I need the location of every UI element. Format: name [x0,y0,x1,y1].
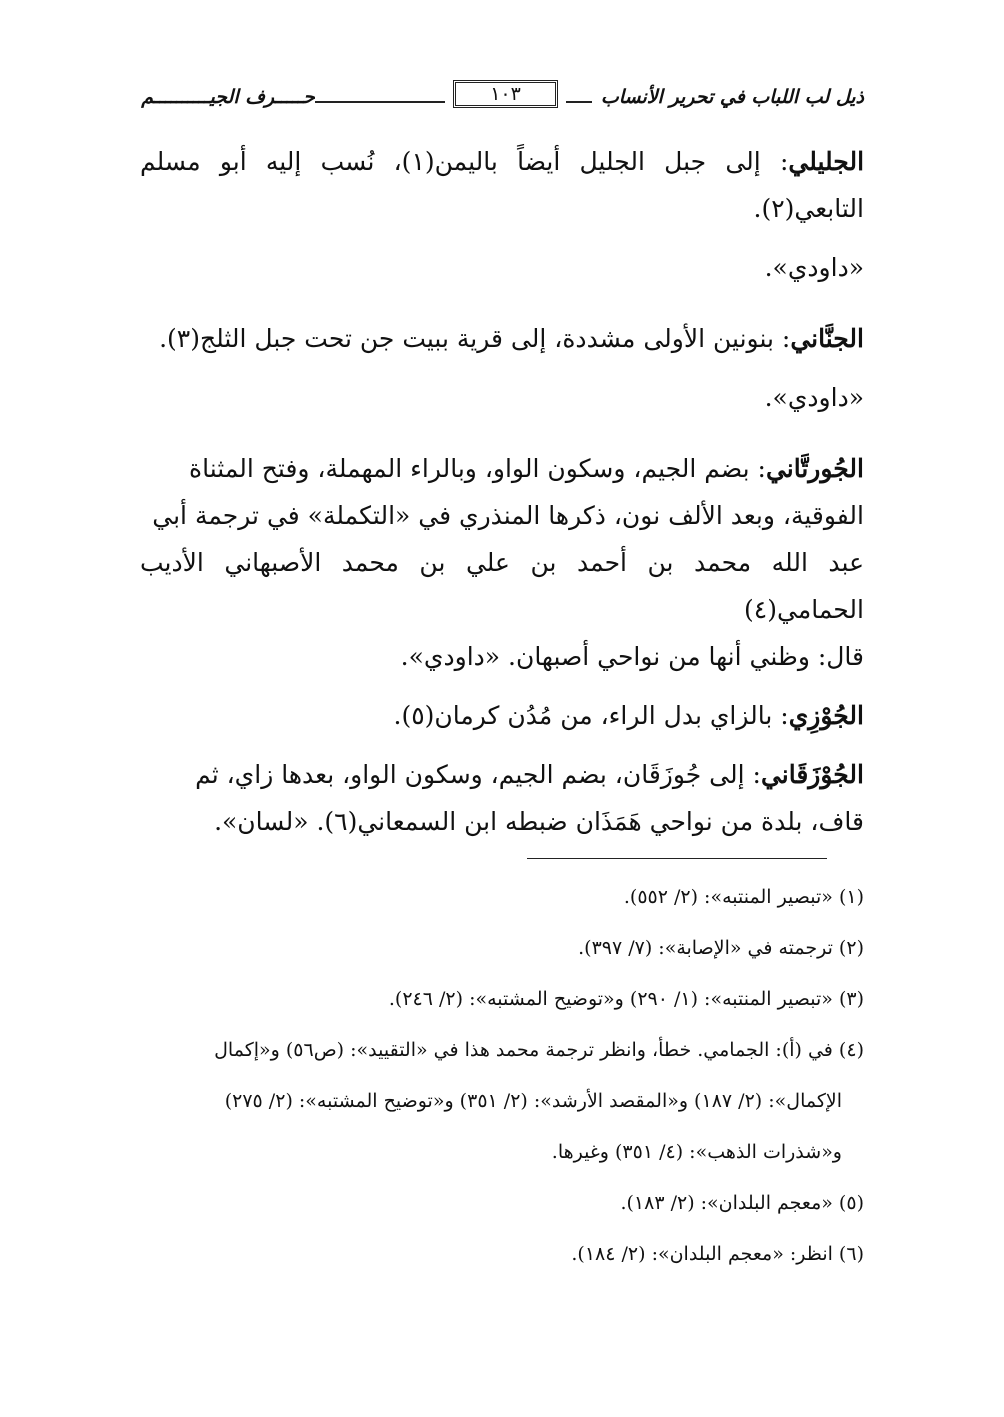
footnote [140,974,864,1025]
entry-source: «داودي». [764,383,864,412]
footnote-text: (١) «تبصير المنتبه»: (٢/ ٥٥٢). [623,886,864,908]
entry-headword: الجليلي [788,147,865,176]
footnote-text: (٥) «معجم البلدان»: (٢/ ١٨٣). [620,1192,864,1214]
entry-headword: الجُوْزَقَاني [760,760,864,789]
page-number: ١٠٣ [453,80,558,108]
main-text [140,138,864,845]
footnote-text: (٢) ترجمته في «الإصابة»: (٧/ ٣٩٧). [578,937,864,959]
footnote-text: و«شذرات الذهب»: (٤/ ٣٥١) وغيرها. [551,1141,842,1163]
entry-headword: الجُوْزِي [788,701,864,730]
footnotes [140,872,864,1280]
footnote [140,923,864,974]
entry-text: : إلى جبل الجليل أيضاً باليمن(١)، نُسب إليه أبو مسلم التابعي(٢). [140,147,864,223]
footnote-text: (٤) في (أ): الجمامي. خطأ، وانظر ترجمة محمد هذا في «التقييد»: (ص٥٦) و«إكمال [214,1039,864,1061]
entry-jalili [140,138,864,291]
entry-headword: الجُورتَّاني [765,454,864,483]
footnote [140,872,864,923]
footnote [140,1025,864,1178]
entry-jawzaqani [140,751,864,845]
footnote-text: الإكمال»: (٢/ ١٨٧) و«المقصد الأرشد»: (٢/ ٣٥١) و«توضيح المشتبه»: (٢/ ٢٧٥) [224,1090,842,1112]
footnote-text: (٣) «تبصير المنتبه»: (١/ ٢٩٠) و«توضيح المشتبه»: (٢/ ٢٤٦). [388,988,864,1010]
entry-text: عبد الله محمد بن أحمد بن علي بن محمد الأصبهاني الأديب الحمامي(٤) [140,548,864,624]
footnote-separator [527,858,827,859]
entry-headword: الجنَّاني [790,324,864,353]
entry-jannani [140,315,864,421]
entry-text: : بضم الجيم، وسكون الواو، وبالراء المهملة، وفتح المثناة [189,454,766,483]
entry-text: : بالزاي بدل الراء، من مُدُن كرمان(٥). [393,701,789,730]
section-title: حـــــرف الجيــــــــــم [141,86,315,108]
header-rule [566,101,592,103]
entry-text: قاف، بلدة من نواحي هَمَذَان ضبطه ابن السمعاني(٦). «لسان». [214,807,864,836]
header-rule [315,101,445,103]
footnote-text: (٦) انظر: «معجم البلدان»: (٢/ ١٨٤). [571,1243,864,1265]
entry-source: «داودي». [764,253,864,282]
entry-text: : بنونين الأولى مشددة، إلى قرية ببيت جن تحت جبل الثلج(٣). [159,324,791,353]
running-header [140,80,864,114]
book-title: ذيل لب اللباب في تحرير الأنساب [600,86,864,108]
footnote [140,1229,864,1280]
footnote [140,1178,864,1229]
entry-text: قال: وظني أنها من نواحي أصبهان. «داودي». [400,642,864,671]
entry-text: الفوقية، وبعد الألف نون، ذكرها المنذري في «التكملة» في ترجمة أبي [152,501,864,530]
entry-jurttani [140,445,864,680]
entry-text: : إلى جُوزَقَان، بضم الجيم، وسكون الواو، بعدها زاي، ثم [195,760,761,789]
entry-jawzi [140,692,864,739]
